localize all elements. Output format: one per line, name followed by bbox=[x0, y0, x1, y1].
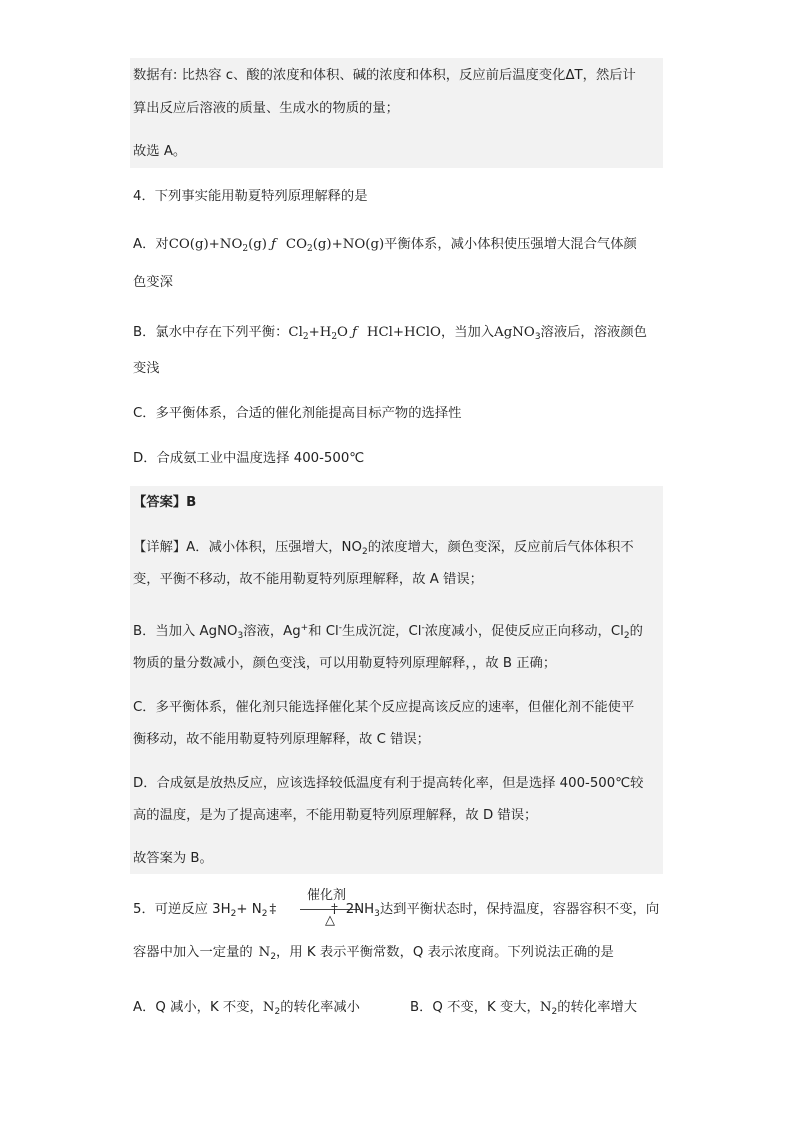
q4-option-d: D．合成氨工业中温度选择 400-500℃ bbox=[133, 451, 365, 466]
q4-detail-d-line2: 高的温度，是为了提高速率，不能用勒夏特列原理解释，故 D 错误； bbox=[133, 808, 538, 823]
equilibrium-arrow-icon: ƒ bbox=[351, 325, 357, 340]
q4-stem: 4．下列事实能用勒夏特列原理解释的是 bbox=[133, 189, 368, 204]
q4-detail-d-line1: D．合成氨是放热反应，应该选择较低温度有利于提高转化率，但是选择 400-500℃较 bbox=[133, 776, 644, 791]
q4-option-a bbox=[133, 236, 637, 258]
q4-final-answer: 故答案为 B。 bbox=[133, 851, 213, 866]
top-choice: 故选 A。 bbox=[133, 144, 187, 159]
top-line-2: 算出反应后溶液的质量、生成水的物质的量； bbox=[133, 101, 399, 116]
q5-stem-line2: 容器中加入一定量的 $N_2$，用 K 表示平衡常数，Q 表示浓度商。下列说法正确的是 bbox=[133, 945, 614, 962]
reaction-arrow-right-icon: † bbox=[331, 902, 338, 917]
q4-option-b: B．氯水中存在下列平衡：$Cl_2+H_2O$ ƒ HCl+HClO，当加入AgNO$_3$溶液后，溶液颜色 bbox=[133, 325, 647, 342]
q5-option-b: B．Q 不变，K 变大，$N_2$的转化率增大 bbox=[410, 1000, 637, 1017]
q4-detail-b-line2: 物质的量分数减小，颜色变浅，可以用勒夏特列原理解释，，故 B 正确； bbox=[133, 656, 557, 671]
q4-a-prefix: A．对 bbox=[133, 237, 169, 252]
q4-option-a-line2: 色变深 bbox=[133, 275, 173, 290]
q4-b-equation: $Cl_2+H_2O$ ƒ HCl+HClO bbox=[288, 325, 441, 342]
q4-a-equation: $CO(g)+NO_2(g)$ ƒ $CO_2(g)+NO(g)$ bbox=[168, 237, 385, 254]
reaction-arrow-left-icon: ‡ bbox=[269, 902, 277, 917]
q5-stem-line1: 5．可逆反应 $3H_2+ N_2$ ‡ † $2NH_3$达到平衡状态时，保持温度，容器容积不变，向 bbox=[133, 902, 660, 919]
q4-detail-a-line1: 【详解】A．减小体积，压强增大，$NO_2$的浓度增大，颜色变深，反应前后气体体积不 bbox=[133, 540, 634, 557]
q4-answer-label: 【答案】B bbox=[133, 495, 197, 510]
q4-option-b-line2: 变浅 bbox=[133, 361, 160, 376]
equilibrium-arrow-icon: ƒ bbox=[270, 237, 276, 252]
q5-option-a: A．Q 减小，K 不变，$N_2$的转化率减小 bbox=[133, 1000, 360, 1017]
heat-symbol: △ bbox=[325, 913, 335, 928]
q4-detail-c-line1: C．多平衡体系，催化剂只能选择催化某个反应提高该反应的速率，但催化剂不能使平 bbox=[133, 700, 635, 715]
q4-a-suffix: 平衡体系，减小体积使压强增大混合气体颜 bbox=[384, 237, 637, 252]
top-line-1: 数据有: 比热容 c、酸的浓度和体积、碱的浓度和体积，反应前后温度变化ΔT，然后计 bbox=[133, 68, 636, 83]
q4-detail-a-line2: 变，平衡不移动，故不能用勒夏特列原理解释，故 A 错误； bbox=[133, 572, 483, 587]
q4-option-c: C．多平衡体系，合适的催化剂能提高目标产物的选择性 bbox=[133, 406, 462, 421]
q4-detail-b-line1: B．当加入 AgNO$_3$溶液，Ag+和 Cl-生成沉淀，Cl-浓度减小，促使反应正向移动，$Cl_2$的 bbox=[133, 623, 643, 641]
q4-detail-c-line2: 衡移动，故不能用勒夏特列原理解释，故 C 错误； bbox=[133, 732, 430, 747]
catalyst-label: 催化剂 bbox=[307, 888, 347, 903]
